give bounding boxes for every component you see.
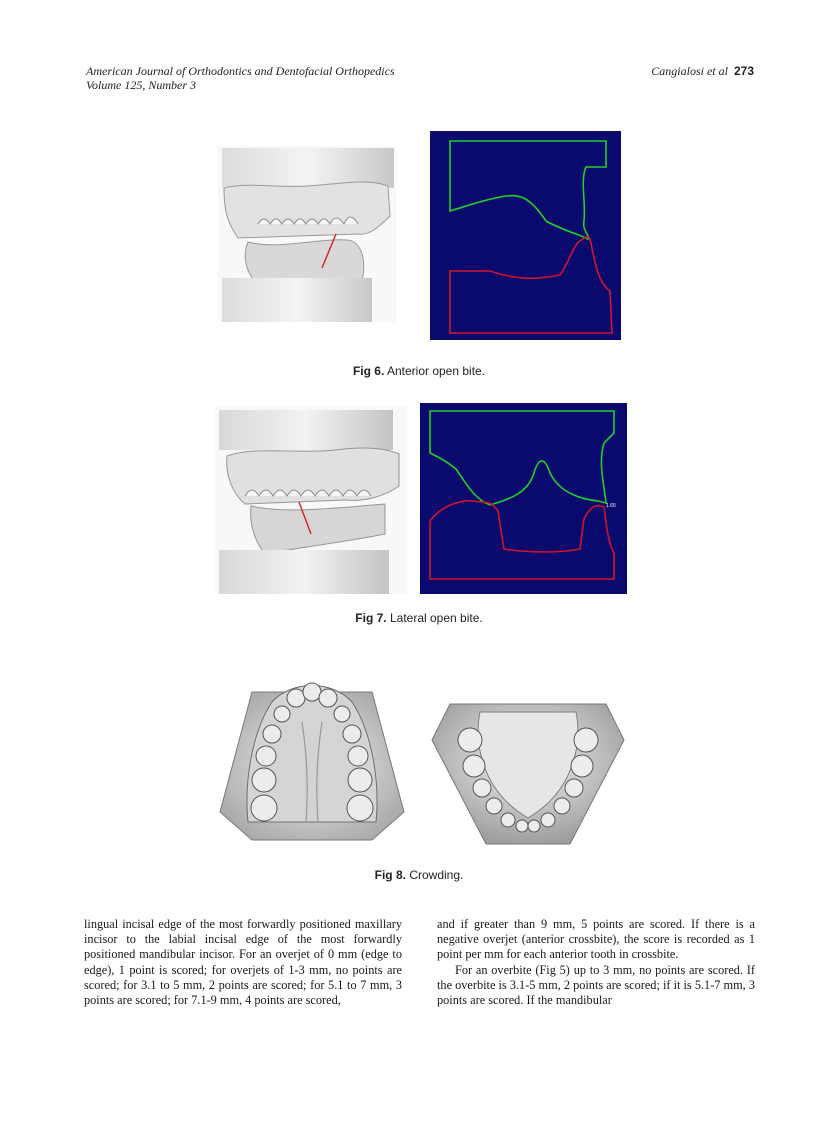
body-left-paragraph: lingual incisal edge of the most forwardly positioned maxillary incisor to the labial incisal edge of the most forwardly positioned mandibular incisor. For an overjet of 0 mm (edge to edge), 1 point is scored; for overjets of 1-3 mm, no points are scored; for 3.1 to 5 mm, 2 points are scored; for 5.1 to 7 mm, 3 points are scored; for 7.1-9 mm, 4 points are scored, [84, 917, 402, 1008]
fig7-caption-text: Lateral open bite. [389, 611, 483, 625]
fig7-dental-cast-image [215, 406, 407, 594]
body-left-column [84, 917, 402, 1008]
fig6-profile-outline-chart [430, 131, 621, 340]
fig6-dental-cast-image [218, 146, 396, 322]
fig8-mandibular-cast [430, 700, 626, 846]
journal-title: American Journal of Orthodontics and Dentofacial Orthopedics [86, 64, 395, 78]
fig7-outline-panel [420, 403, 627, 594]
page-number: 273 [733, 64, 754, 78]
fig6-label: Fig 6. [352, 364, 385, 378]
fig6-outline-panel [430, 131, 621, 340]
fig6-model-photo [218, 146, 396, 322]
body-right-column [437, 917, 755, 1008]
fig7-label: Fig 7. [355, 611, 387, 625]
fig8-label: Fig 8. [374, 868, 406, 882]
fig7-caption [0, 611, 838, 625]
fig7-model-photo [215, 406, 407, 594]
fig8-maxillary-cast [212, 662, 412, 842]
fig8-caption [0, 868, 838, 882]
running-header-right [651, 64, 754, 78]
author-line: Cangialosi et al [651, 64, 728, 78]
body-right-paragraph-2: For an overbite (Fig 5) up to 3 mm, no points are scored. If the overbite is 3.1-5 mm, 2 points are scored; if it is 5.1-7 mm, 3 points are scored. If the mandibular [437, 962, 755, 1008]
fig8-upper-arch-image [212, 662, 412, 842]
running-header-left [86, 64, 395, 92]
fig7-profile-outline-chart [420, 403, 627, 594]
fig8-lower-arch-image [430, 700, 626, 846]
fig6-caption-text: Anterior open bite. [386, 364, 486, 378]
body-right-paragraph-1: and if greater than 9 mm, 5 points are scored. If there is a negative overjet (anterior crossbite), the score is recorded as 1 point per mm for each anterior tooth in crossbite. [437, 917, 755, 962]
fig7-measurement-label: 1.65 [606, 503, 616, 509]
fig6-caption [0, 364, 838, 378]
journal-volume: Volume 125, Number 3 [86, 78, 196, 92]
fig8-caption-text: Crowding. [409, 868, 464, 882]
